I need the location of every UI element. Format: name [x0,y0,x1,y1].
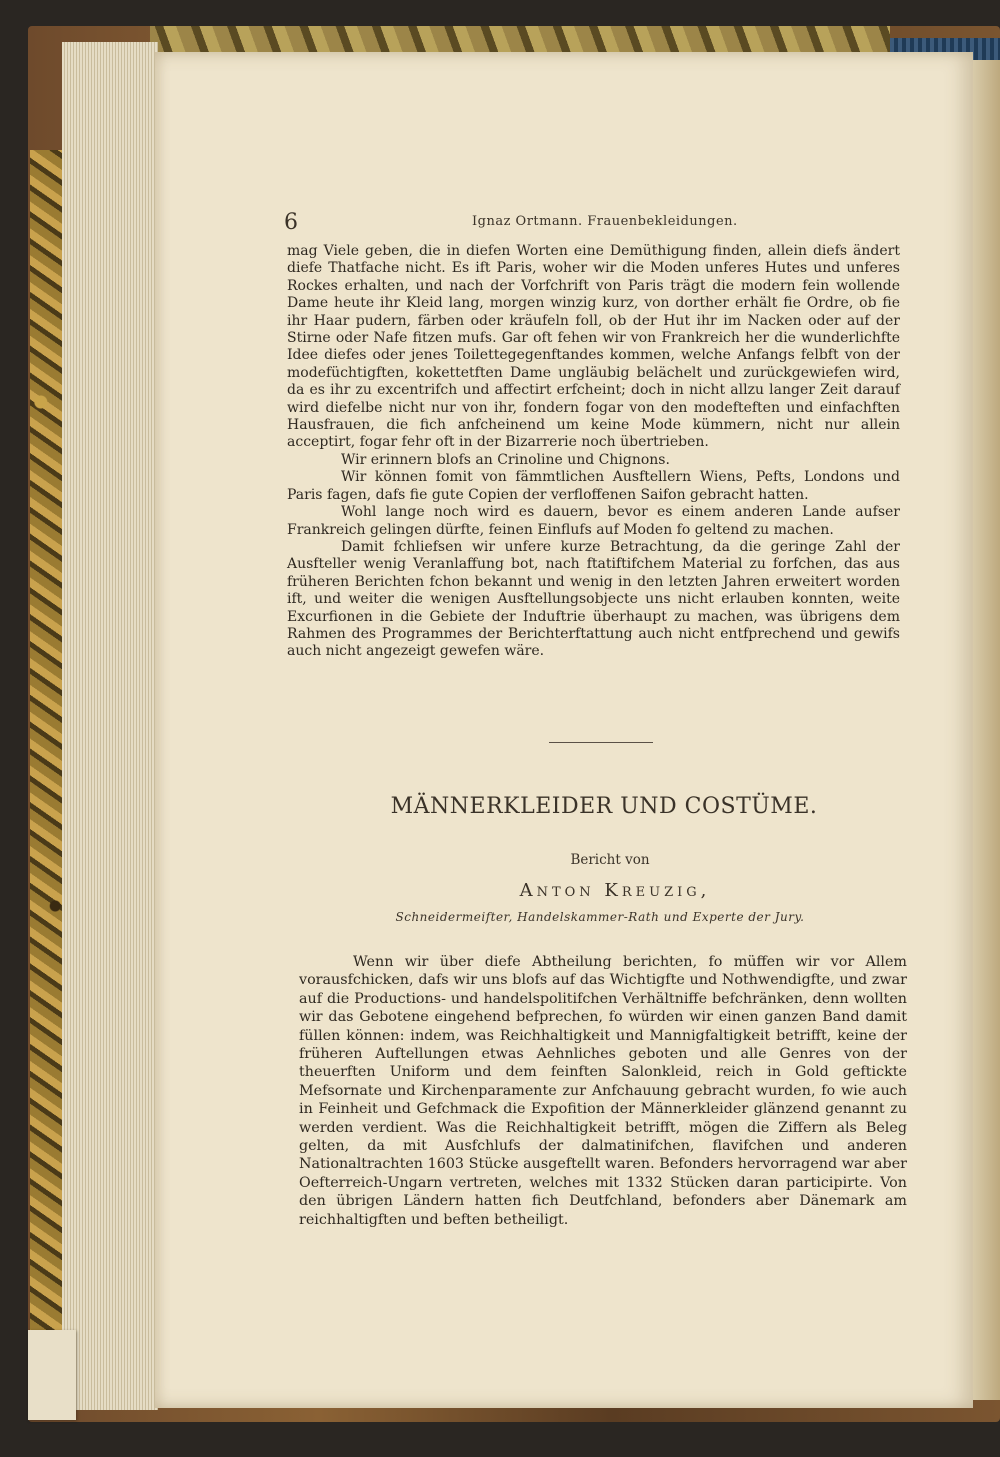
body-text-first [287,243,900,661]
paragraph: mag Viele geben, die in diefen Worten eine Demüthigung finden, allein diefs ändert diefe Thatfache nicht. Es ift Paris, woher wir die Moden unferes Hutes und unferes Rockes erhalten, und nach der Vorfchrift von Paris trägt die modern fein wollende Dame heute ihr Kleid lang, morgen winzig kurz, von dorther erhält fie Ordre, ob fie ihr Haar pudern, färben oder kräufeln foll, ob der Hut ihr im Nacken oder auf der Stirne oder Nafe fitzen mufs. Gar oft fehen wir von Frankreich her die wunderlichfte Idee diefes oder jenes Toilettegegenftandes kommen, welche Anfangs felbft von der modefüchtigften, kokettetften Dame ungläubig belächelt und zurückgewiefen wird, da es ihr zu excentrifch und affectirt erfcheint; doch in nicht allzu langer Zeit darauf wird diefelbe nicht nur von ihr, fondern fogar von den modefteften und einfachften Hausfrauen, die fich anfcheinend um keine Mode kümmern, nicht nur allein acceptirt, fogar fehr oft in der Bizarrerie noch übertrieben. [287,243,900,451]
marbled-edge-top [150,26,890,54]
author-role: Schneidermeifter, Handelskammer-Rath und Experte der Jury. [395,910,805,924]
body-text-second [299,953,907,1229]
author-name: Anton Kreuzig, [519,880,711,901]
page-header [284,210,904,240]
paragraph: Wir erinnern blofs an Crinoline und Chignons. [341,451,670,468]
paragraph: Wir können fomit von fämmtlichen Ausftellern Wiens, Pefts, Londons und Paris fagen, dafs fie gute Copien der verfloffenen Saifon gebracht hatten. [287,469,900,503]
paragraph: Damit fchliefsen wir unfere kurze Betrachtung, da die geringe Zahl der Ausfteller wenig Veranlaffung bot, nach ftatiftifchem Material zu forfchen, das aus früheren Berichten fchon bekannt und wenig in den letzten Jahren erweitert worden ift, und weiter die wenigen Ausftellungsobjecte uns nicht erlauben konnten, weite Excurfionen in die Gebiete der Induftrie überhaupt zu machen, was übrigens dem Rahmen des Programmes der Berichterftattung auch nicht entfprechend und gewifs auch nicht angezeigt gewefen wäre. [287,538,900,660]
section-title: MÄNNERKLEIDER UND COSTÜME. [390,794,818,819]
page-number: 6 [284,210,298,235]
page-gutter-right [972,60,1000,1400]
paragraph: Wenn wir über diefe Abtheilung berichten, fo müffen wir vor Allem vorausfchicken, dafs wir uns blofs auf das Wichtigfte und Nothwendigfte, und zwar auf die Productions- und handelspolitifchen Verhältniffe befchränken, denn wollten wir das Gebotene eingehend befprechen, fo würden wir einen ganzen Band damit füllen können: indem, was Reichhaltigkeit und Mannigfaltigkeit betrifft, keine der früheren Auftellungen etwas Aehnliches geboten und alle Genres von der theuerften Uniform und dem feinften Salonkleid, reich in Gold geftickte Mefsornate und Kirchenparamente zur Anfchauung gebracht wurden, fo wie auch in Feinheit und Gefchmack die Expofition der Männerkleider glänzend genannt zu werden verdient. Was die Reichhaltigkeit betrifft, mögen die Ziffern als Beleg gelten, da mit Ausfchlufs der dalmatinifchen, flavifchen und anderen Nationaltrachten 1603 Stücke ausgeftellt waren. Befonders hervorragend war aber Oefterreich-Ungarn vertreten, welches mit 1332 Stücken daran participirte. Von den übrigen Ländern hatten fich Deutfchland, befonders aber Dänemark am reichhaltigften und beften betheiligt. [299,954,907,1228]
paragraph: Wohl lange noch wird es dauern, bevor es einem anderen Lande aufser Frankreich gelingen dürfte, feinen Einflufs auf Moden fo geltend zu machen. [287,504,900,538]
marbled-edge-left [30,150,66,1410]
byline: Bericht von [570,852,650,868]
section-divider [549,742,653,743]
running-title: Ignaz Ortmann. Frauenbekleidungen. [472,214,738,229]
page-stack-edges [62,42,158,1410]
paper-tab [28,1330,76,1420]
